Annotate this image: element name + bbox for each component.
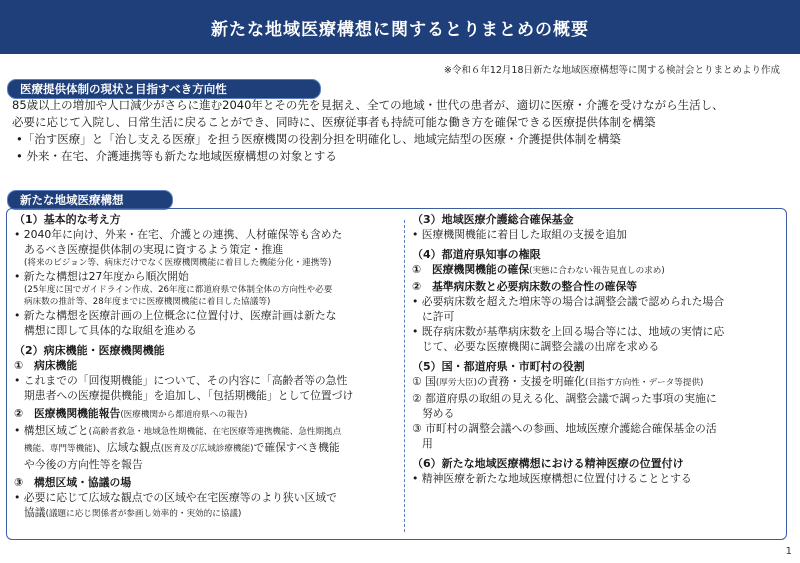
s2-2-line-b [14,440,404,457]
s5-1-note: (厚労大臣) [435,378,478,388]
s5-title: （5）国・都道府県・市町村の役割 [412,360,585,373]
s2-2-a-note: (高齢者救急・地域急性期機能、在宅医療等連携機能、急性期拠点 [88,427,342,437]
s2-3-line-b [14,505,404,522]
s1-bullet2-note1: (25年度に国でガイドライン作成、26年度に都道府県で体制全体の方向性や必要 [24,285,333,295]
s1-bullet1a: • 2040年に向け、外来・在宅、介護との連携、人材確保等も含めた [14,228,343,241]
s5-1a: ① 国 [412,375,436,388]
s4-1-title: ① 医療機関機能の確保 [412,263,530,276]
s1-bullet1b: あるべき医療提供体制の実現に資するよう策定・推進 [24,243,284,256]
s2-2-b-note2: (医育及び広域診療機能) [160,444,254,454]
s4-2-title: ② 基準病床数と必要病床数の整合性の確保等 [412,280,638,293]
s1-bullet1-note: (将来のビジョン等、病床だけでなく医療機関機能に着目した機能分化・連携等) [24,258,332,268]
s3-line-a: • 医療機関機能に着目した取組の支援を追加 [412,228,627,241]
s2-2-b-end: で確保すべき機能 [253,441,340,454]
current-bullet-1: •「治す医療」と「治し支える医療」を担う医療機関の役割分担を明確化し、地域完結型の医療・介護提供体制を構築 [16,132,621,146]
current-line-2: 必要に応じて入院し、日常生活に戻ることができ、同時に、医療従事者も持続可能な働き方を確保できる医療提供体制を構築 [12,115,656,129]
s2-3-b: 協議 [24,506,46,519]
s2-title: （2）病床機能・医療機関機能 [14,344,165,357]
s2-3-line-a: • 必要に応じて広域な観点での区域や在宅医療等のより狭い区域で [14,491,337,504]
s2-3-title: ③ 構想区域・協議の場 [14,476,132,489]
s2-2-title-row [14,406,404,423]
column-divider [404,220,405,532]
s4-1-note: (実態に合わない報告見直しの求め) [529,266,665,276]
s2-1-line-a: • これまでの「回復期機能」について、その内容に「高齢者等の急性 [14,374,348,387]
page-number: 1 [785,546,792,557]
current-section [12,97,784,165]
s1-bullet3b: 構想に即して具体的な取組を進める [24,324,197,337]
s5-1b: の責務・支援を明確化 [477,375,585,388]
s2-2-line-a [14,423,404,440]
s1-bullet2: • 新たな構想は27年度から順次開始 [14,270,189,283]
current-bullet-2: • 外来・在宅、介護連携等も新たな地域医療構想の対象とする [16,149,337,163]
page-title: 新たな地域医療構想に関するとりまとめの概要 [0,0,800,54]
concept-right-column [412,212,782,486]
s4-2-a2: に許可 [422,310,455,323]
s5-1-note2: (目指す方向性・データ等提供) [584,378,704,388]
s5-2a: ② 都道府県の取組の見える化、調整会議で調った事項の実施に [412,392,717,405]
s3-title: （3）地域医療介護総合確保基金 [412,213,574,226]
s4-1-row [412,262,782,279]
s2-2-b: 、広域な観点 [96,441,161,454]
s5-3a: ③ 市町村の調整会議への参画、地域医療介護総合確保基金の活 [412,422,717,435]
s6-title: （6）新たな地域医療構想における精神医療の位置付け [412,457,684,470]
s5-1-row [412,374,782,391]
s2-1-line-b: 期患者への医療提供機能」を追加し、「包括期機能」として位置づけ [24,389,354,402]
current-line-1: 85歳以上の増加や人口減少がさらに進む2040年とその先を見据え、全ての地域・世代の患者が、適切に医療・介護を受けながら生活し、 [12,98,724,112]
section-tab-concept: 新たな地域医療構想 [7,190,173,210]
s5-2b: 努める [422,407,455,420]
s4-2-b1: • 既存病床数が基準病床数を上回る場合等には、地域の実情に応 [412,325,725,338]
s2-2-b-note: 機能、専門等機能) [24,444,97,454]
s1-bullet2-note2: 病床数の推計等、28年度までに医療機関機能に着目した協議等) [24,297,271,307]
s4-2-a1: • 必要病床数を超えた増床等の場合は調整会議で認められた場合 [412,295,725,308]
s2-2-a1: • 構想区域ごと [14,424,89,437]
s4-title: （4）都道府県知事の権限 [412,248,541,261]
s2-2-title: ② 医療機関機能報告 [14,407,121,420]
s2-2-line-c: や今後の方向性等を報告 [24,458,143,471]
s5-3b: 用 [422,437,433,450]
s6-line-a: • 精神医療を新たな地域医療構想に位置付けることとする [412,472,692,485]
section-tab-current: 医療提供体制の現状と目指すべき方向性 [7,79,321,99]
concept-left-column [14,212,404,522]
source-note: ※令和６年12月18日新たな地域医療構想等に関する検討会とりまとめより作成 [443,65,780,76]
s1-title: （1）基本的な考え方 [14,213,121,226]
s1-bullet3a: • 新たな構想を医療計画の上位概念に位置付け、医療計画は新たな [14,309,337,322]
s4-2-b2: じて、必要な医療機関に調整会議の出席を求める [422,340,660,353]
s2-3-b-note: (議題に応じ関係者が参画し効率的・実効的に協議) [45,509,242,519]
s2-2-title-note: (医療機関から都道府県への報告) [120,410,248,420]
s2-1-title: ① 病床機能 [14,359,78,372]
